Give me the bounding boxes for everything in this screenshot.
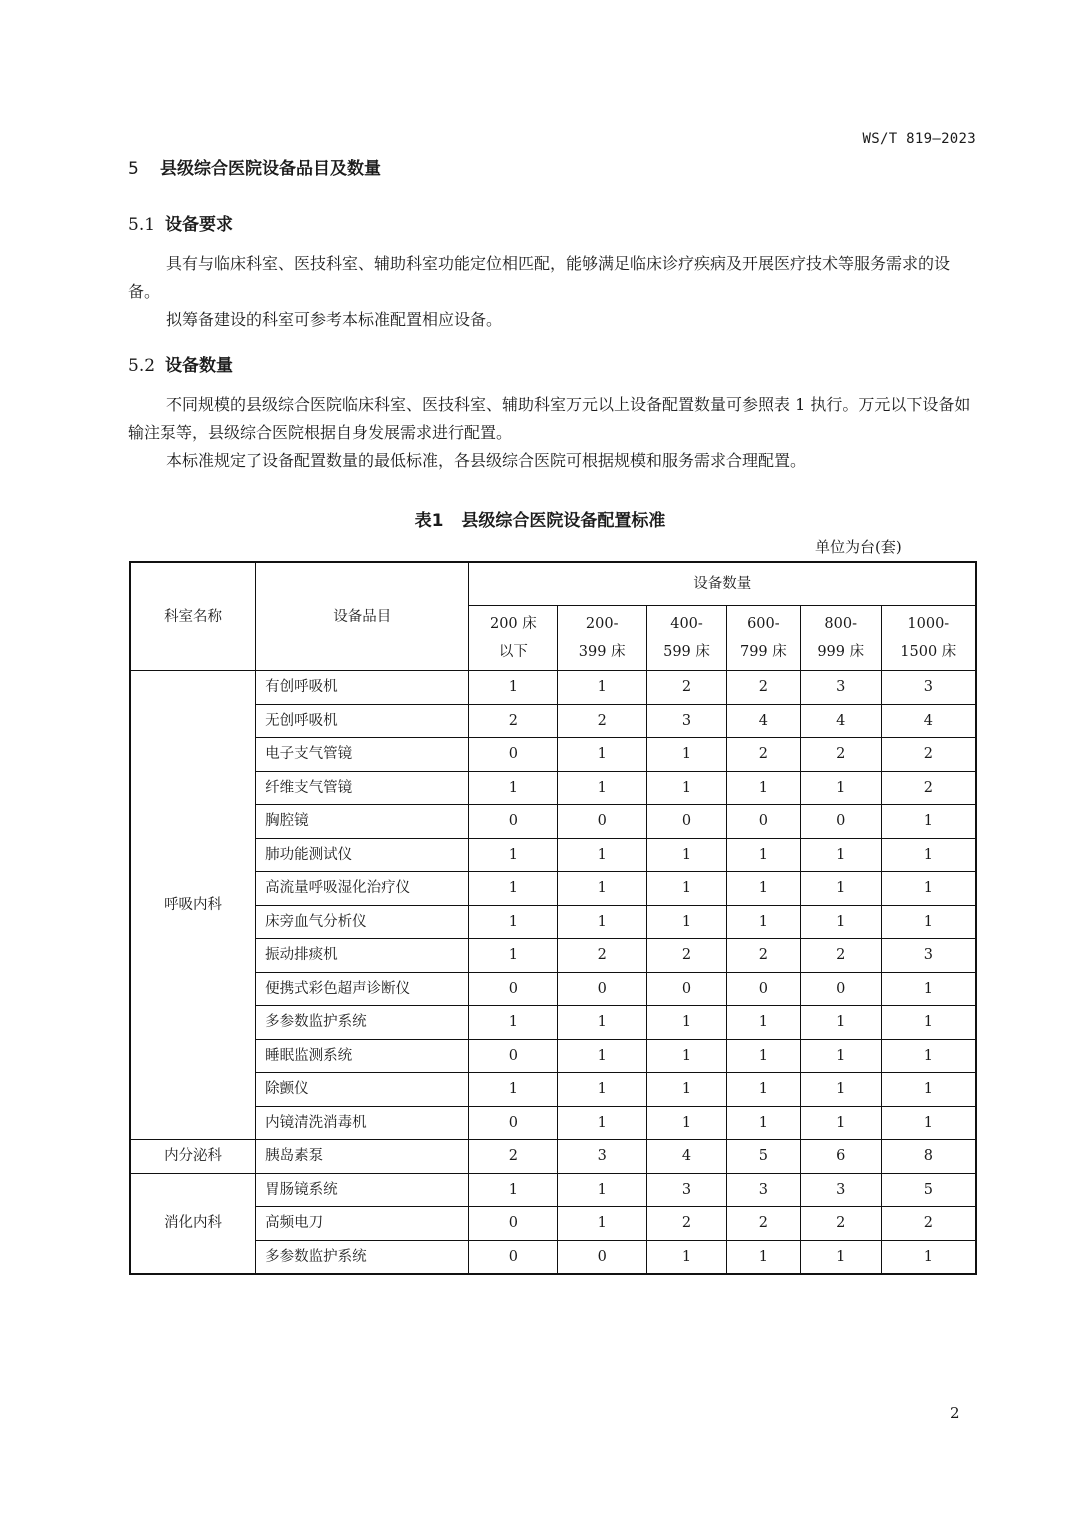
quantity-cell: 1 <box>726 838 800 872</box>
quantity-cell: 1 <box>647 1073 727 1107</box>
quantity-cell: 3 <box>647 1173 727 1207</box>
header-scale <box>800 606 881 671</box>
item-cell: 肺功能测试仪 <box>256 838 469 872</box>
quantity-cell: 1 <box>558 1039 647 1073</box>
table-row <box>130 1140 976 1174</box>
quantity-cell: 0 <box>558 972 647 1006</box>
quantity-cell: 1 <box>558 1207 647 1241</box>
item-cell: 高频电刀 <box>256 1207 469 1241</box>
quantity-cell: 1 <box>881 1039 976 1073</box>
quantity-cell: 1 <box>647 1240 727 1274</box>
quantity-cell: 1 <box>558 738 647 772</box>
quantity-cell: 5 <box>726 1140 800 1174</box>
item-cell: 有创呼吸机 <box>256 671 469 705</box>
quantity-cell: 1 <box>558 1106 647 1140</box>
header-quantity: 设备数量 <box>469 562 976 606</box>
quantity-cell: 0 <box>469 1207 558 1241</box>
header-scale <box>469 606 558 671</box>
quantity-cell: 1 <box>726 1240 800 1274</box>
quantity-cell: 1 <box>469 1006 558 1040</box>
quantity-cell: 0 <box>647 972 727 1006</box>
header-scale-line: 999 床 <box>817 644 865 660</box>
quantity-cell: 1 <box>647 872 727 906</box>
quantity-cell: 3 <box>881 671 976 705</box>
header-dept: 科室名称 <box>130 562 256 671</box>
quantity-cell: 1 <box>881 905 976 939</box>
header-scale-line: 800- <box>824 616 857 632</box>
table-row <box>130 1106 976 1140</box>
table-number: 表1 <box>414 511 444 531</box>
quantity-cell: 1 <box>800 771 881 805</box>
quantity-cell: 0 <box>469 1106 558 1140</box>
quantity-cell: 1 <box>647 905 727 939</box>
quantity-cell: 1 <box>647 1006 727 1040</box>
quantity-cell: 1 <box>800 838 881 872</box>
table-row <box>130 1207 976 1241</box>
quantity-cell: 2 <box>800 1207 881 1241</box>
quantity-cell: 2 <box>647 1207 727 1241</box>
quantity-cell: 0 <box>800 805 881 839</box>
quantity-cell: 2 <box>558 704 647 738</box>
header-scale <box>647 606 727 671</box>
quantity-cell: 1 <box>800 1039 881 1073</box>
item-cell: 无创呼吸机 <box>256 704 469 738</box>
section-number: 5.1 <box>128 215 156 235</box>
quantity-cell: 1 <box>558 1173 647 1207</box>
table-title: 县级综合医院设备配置标准 <box>461 511 666 531</box>
quantity-cell: 1 <box>469 872 558 906</box>
quantity-cell: 1 <box>558 872 647 906</box>
quantity-cell: 4 <box>647 1140 727 1174</box>
quantity-cell: 1 <box>469 838 558 872</box>
header-scale-line: 200- <box>585 616 619 632</box>
quantity-cell: 1 <box>469 1173 558 1207</box>
table-row <box>130 1173 976 1207</box>
quantity-cell: 2 <box>800 738 881 772</box>
quantity-cell: 2 <box>469 704 558 738</box>
quantity-cell: 1 <box>881 805 976 839</box>
paragraph: 不同规模的县级综合医院临床科室、医技科室、辅助科室万元以上设备配置数量可参照表 1 执行。万元以下设备如输注泵等，县级综合医院根据自身发展需求进行配置。 <box>128 395 971 442</box>
section-title: 县级综合医院设备品目及数量 <box>160 159 381 179</box>
section-number: 5.2 <box>128 356 156 376</box>
header-scale-line: 以下 <box>498 644 528 660</box>
quantity-cell: 0 <box>800 972 881 1006</box>
item-cell: 床旁血气分析仪 <box>256 905 469 939</box>
table-caption <box>0 506 1080 531</box>
quantity-cell: 1 <box>726 1106 800 1140</box>
table-row <box>130 905 976 939</box>
quantity-cell: 2 <box>726 1207 800 1241</box>
quantity-cell: 0 <box>647 805 727 839</box>
quantity-cell: 4 <box>726 704 800 738</box>
item-cell: 振动排痰机 <box>256 939 469 973</box>
quantity-cell: 0 <box>469 738 558 772</box>
table-row <box>130 671 976 705</box>
quantity-cell: 0 <box>558 805 647 839</box>
section-5-heading <box>128 154 381 179</box>
quantity-cell: 1 <box>800 872 881 906</box>
quantity-cell: 1 <box>881 1073 976 1107</box>
quantity-cell: 1 <box>881 838 976 872</box>
header-scale <box>881 606 976 671</box>
paragraph: 具有与临床科室、医技科室、辅助科室功能定位相匹配，能够满足临床诊疗疾病及开展医疗技术等服务需求的设备。 <box>128 254 951 301</box>
quantity-cell: 8 <box>881 1140 976 1174</box>
header-scale-line: 1000- <box>907 616 950 632</box>
table-row <box>130 704 976 738</box>
quantity-cell: 3 <box>800 1173 881 1207</box>
quantity-cell: 2 <box>726 738 800 772</box>
paragraph: 拟筹备建设的科室可参考本标准配置相应设备。 <box>166 310 503 329</box>
quantity-cell: 1 <box>558 671 647 705</box>
item-cell: 高流量呼吸湿化治疗仪 <box>256 872 469 906</box>
quantity-cell: 1 <box>647 771 727 805</box>
quantity-cell: 6 <box>800 1140 881 1174</box>
quantity-cell: 0 <box>558 1240 647 1274</box>
quantity-cell: 1 <box>558 838 647 872</box>
quantity-cell: 0 <box>469 972 558 1006</box>
section-title: 设备要求 <box>165 215 234 235</box>
section-title: 设备数量 <box>165 356 234 376</box>
quantity-cell: 1 <box>647 838 727 872</box>
table-row <box>130 1240 976 1274</box>
quantity-cell: 1 <box>469 671 558 705</box>
quantity-cell: 1 <box>469 905 558 939</box>
table-row <box>130 872 976 906</box>
quantity-cell: 3 <box>558 1140 647 1174</box>
equipment-table <box>129 561 977 1275</box>
quantity-cell: 2 <box>558 939 647 973</box>
quantity-cell: 1 <box>558 1006 647 1040</box>
table-unit: 单位为台(套) <box>815 538 902 556</box>
quantity-cell: 4 <box>881 704 976 738</box>
quantity-cell: 1 <box>881 872 976 906</box>
table-row <box>130 1073 976 1107</box>
quantity-cell: 1 <box>726 771 800 805</box>
table-row <box>130 972 976 1006</box>
quantity-cell: 1 <box>881 1240 976 1274</box>
item-cell: 胸腔镜 <box>256 805 469 839</box>
quantity-cell: 1 <box>881 972 976 1006</box>
table-row <box>130 1006 976 1040</box>
quantity-cell: 1 <box>647 1106 727 1140</box>
item-cell: 除颤仪 <box>256 1073 469 1107</box>
paragraph: 本标准规定了设备配置数量的最低标准，各县级综合医院可根据规模和服务需求合理配置。 <box>166 451 807 470</box>
quantity-cell: 4 <box>800 704 881 738</box>
quantity-cell: 3 <box>800 671 881 705</box>
item-cell: 胃肠镜系统 <box>256 1173 469 1207</box>
quantity-cell: 1 <box>881 1106 976 1140</box>
dept-cell: 消化内科 <box>130 1173 256 1274</box>
item-cell: 电子支气管镜 <box>256 738 469 772</box>
quantity-cell: 1 <box>558 905 647 939</box>
item-cell: 睡眠监测系统 <box>256 1039 469 1073</box>
quantity-cell: 1 <box>647 1039 727 1073</box>
table-row <box>130 738 976 772</box>
header-scale-line: 400- <box>670 616 703 632</box>
dept-cell: 内分泌科 <box>130 1140 256 1174</box>
quantity-cell: 3 <box>647 704 727 738</box>
header-scale <box>558 606 647 671</box>
quantity-cell: 1 <box>881 1006 976 1040</box>
quantity-cell: 1 <box>726 905 800 939</box>
item-cell: 多参数监护系统 <box>256 1006 469 1040</box>
quantity-cell: 1 <box>800 1073 881 1107</box>
item-cell: 便携式彩色超声诊断仪 <box>256 972 469 1006</box>
quantity-cell: 1 <box>469 939 558 973</box>
header-scale-line: 1500 床 <box>900 644 957 660</box>
table-row <box>130 939 976 973</box>
quantity-cell: 2 <box>726 939 800 973</box>
item-cell: 胰岛素泵 <box>256 1140 469 1174</box>
table-row <box>130 771 976 805</box>
table-row <box>130 838 976 872</box>
quantity-cell: 1 <box>726 1073 800 1107</box>
quantity-cell: 0 <box>726 972 800 1006</box>
section-5-1-heading <box>128 210 233 235</box>
header-scale-line: 799 床 <box>739 644 787 660</box>
quantity-cell: 5 <box>881 1173 976 1207</box>
header-scale-line: 599 床 <box>663 644 710 660</box>
header-item: 设备品目 <box>256 562 469 671</box>
quantity-cell: 2 <box>800 939 881 973</box>
section-number: 5 <box>128 159 139 179</box>
table-row <box>130 1039 976 1073</box>
section-5-2-heading <box>128 351 233 376</box>
quantity-cell: 0 <box>469 1039 558 1073</box>
quantity-cell: 0 <box>469 1240 558 1274</box>
quantity-cell: 1 <box>558 1073 647 1107</box>
dept-cell: 呼吸内科 <box>130 671 256 1140</box>
quantity-cell: 1 <box>647 738 727 772</box>
quantity-cell: 1 <box>558 771 647 805</box>
quantity-cell: 0 <box>726 805 800 839</box>
quantity-cell: 1 <box>726 1039 800 1073</box>
standard-code: WS/T 819—2023 <box>862 131 976 147</box>
item-cell: 内镜清洗消毒机 <box>256 1106 469 1140</box>
quantity-cell: 0 <box>469 805 558 839</box>
quantity-cell: 2 <box>469 1140 558 1174</box>
quantity-cell: 2 <box>881 738 976 772</box>
quantity-cell: 1 <box>469 1073 558 1107</box>
quantity-cell: 1 <box>726 872 800 906</box>
page-number: 2 <box>950 1404 960 1422</box>
quantity-cell: 1 <box>469 771 558 805</box>
quantity-cell: 2 <box>726 671 800 705</box>
header-scale <box>726 606 800 671</box>
quantity-cell: 1 <box>800 1106 881 1140</box>
quantity-cell: 1 <box>800 905 881 939</box>
table-row <box>130 805 976 839</box>
header-scale-line: 399 床 <box>578 644 626 660</box>
header-scale-line: 200 床 <box>489 616 537 632</box>
quantity-cell: 2 <box>647 671 727 705</box>
header-scale-line: 600- <box>747 616 780 632</box>
item-cell: 纤维支气管镜 <box>256 771 469 805</box>
quantity-cell: 1 <box>726 1006 800 1040</box>
quantity-cell: 2 <box>647 939 727 973</box>
quantity-cell: 2 <box>881 771 976 805</box>
quantity-cell: 3 <box>881 939 976 973</box>
quantity-cell: 1 <box>800 1240 881 1274</box>
item-cell: 多参数监护系统 <box>256 1240 469 1274</box>
quantity-cell: 2 <box>881 1207 976 1241</box>
quantity-cell: 3 <box>726 1173 800 1207</box>
quantity-cell: 1 <box>800 1006 881 1040</box>
